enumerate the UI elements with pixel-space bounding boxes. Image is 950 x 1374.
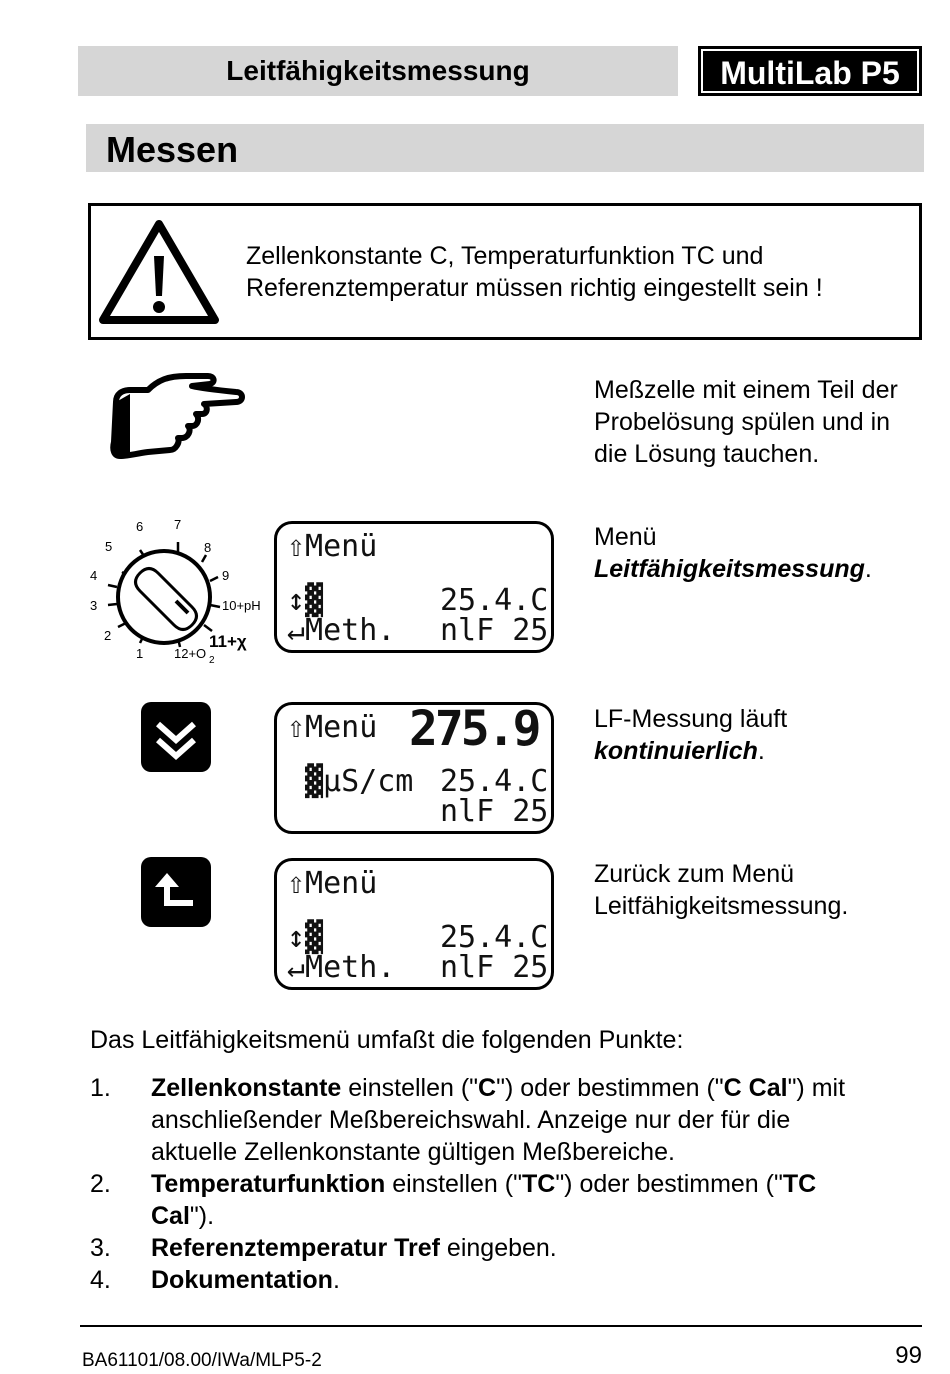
lcd2-row1: ⇧Menü bbox=[287, 710, 378, 745]
list-item-2-bold: Temperaturfunktion bbox=[151, 1170, 386, 1198]
lcd3-row1: ⇧Menü bbox=[287, 866, 378, 901]
step2-line-1: Menü bbox=[594, 523, 657, 551]
footer-divider bbox=[80, 1325, 922, 1327]
dial-label-4: 4 bbox=[90, 568, 98, 583]
dial-label-6: 6 bbox=[136, 519, 144, 534]
step1-line-1: Meßzelle mit einem Teil der bbox=[594, 376, 898, 404]
list-item-1 bbox=[151, 1072, 921, 1168]
list-item-4-bold: Dokumentation bbox=[151, 1266, 333, 1294]
step4-line-2: Leitfähigkeitsmessung. bbox=[594, 892, 849, 920]
list-intro: Das Leitfähigkeitsmenü umfaßt die folgenden Punkte: bbox=[90, 1026, 684, 1054]
brand-label: MultiLab P5 bbox=[698, 46, 922, 96]
step4-text bbox=[594, 858, 934, 922]
page-number: 99 bbox=[895, 1342, 922, 1369]
return-arrow-icon bbox=[141, 857, 211, 927]
pointing-hand-icon bbox=[108, 372, 248, 460]
list-item-2 bbox=[151, 1168, 921, 1232]
run-enter-key-button[interactable] bbox=[141, 702, 211, 772]
lcd1-row1: ⇧Menü bbox=[287, 529, 378, 564]
list-item-2-text-a: einstellen (" bbox=[385, 1170, 522, 1198]
list-item-2-bold-c: TC bbox=[782, 1170, 817, 1198]
step2-emphasis: Leitfähigkeitsmessung bbox=[594, 555, 865, 583]
warning-line-1: Zellenkonstante C, Temperaturfunktion TC und bbox=[246, 242, 764, 270]
lcd-display-menu-return bbox=[274, 858, 554, 990]
chapter-title: Leitfähigkeitsmessung bbox=[78, 46, 678, 96]
lcd3-row2-right: 25.4.C bbox=[440, 920, 549, 955]
list-item-3-bold: Referenztemperatur Tref bbox=[151, 1234, 440, 1262]
dial-label-1: 1 bbox=[136, 646, 144, 661]
lcd1-row2-left: ↕▓ bbox=[287, 583, 324, 618]
step1-line-2: Probelösung spülen und in bbox=[594, 408, 891, 436]
dial-label-9: 9 bbox=[222, 568, 230, 583]
list-item-2-line-2-bold: Cal bbox=[151, 1202, 190, 1230]
lcd-display-measurement bbox=[274, 702, 554, 834]
warning-text bbox=[246, 240, 906, 304]
dial-label-10ph: 10+pH bbox=[222, 598, 261, 613]
list-item-2-text-b: ") oder bestimmen (" bbox=[555, 1170, 783, 1198]
step3-line-1: LF-Messung läuft bbox=[594, 705, 788, 733]
list-item-1-text-c: ") mit bbox=[787, 1074, 846, 1102]
list-item-2-line-2-text: "). bbox=[189, 1202, 215, 1230]
lcd1-row2-right: 25.4.C bbox=[440, 583, 549, 618]
lcd3-row3-left: ↵Meth. bbox=[287, 950, 396, 985]
dial-label-8: 8 bbox=[204, 540, 212, 555]
lcd2-row3-right: nlF 25 bbox=[440, 794, 549, 829]
list-item-4-number: 4. bbox=[90, 1266, 111, 1294]
list-item-1-number: 1. bbox=[90, 1074, 111, 1102]
dial-label-12o-subscript: 2 bbox=[209, 655, 215, 666]
step3-suffix: . bbox=[757, 737, 765, 765]
warning-triangle-icon bbox=[97, 218, 221, 326]
step1-line-3: die Lösung tauchen. bbox=[594, 440, 820, 468]
list-item-1-bold-b: C bbox=[478, 1074, 497, 1102]
list-item-1-text-a: einstellen (" bbox=[341, 1074, 479, 1102]
double-chevron-down-icon bbox=[141, 702, 211, 772]
list-item-1-line-3: aktuelle Zellenkonstante gültigen Meßbereiche. bbox=[151, 1138, 675, 1166]
list-item-3 bbox=[151, 1232, 921, 1264]
list-item-2-number: 2. bbox=[90, 1170, 111, 1198]
lcd-display-menu bbox=[274, 521, 554, 653]
lcd1-row3-left: ↵Meth. bbox=[287, 613, 396, 648]
dial-label-12o: 12+O bbox=[174, 646, 207, 661]
lcd2-measured-value: 275.9 bbox=[409, 701, 539, 757]
lcd3-row2-left: ↕▓ bbox=[287, 920, 324, 955]
list-item-4-text: . bbox=[332, 1266, 340, 1294]
list-item-2-bold-b: TC bbox=[521, 1170, 556, 1198]
list-item-1-bold: Zellenkonstante bbox=[151, 1074, 342, 1102]
lcd2-row2-left: ▓µS/cm bbox=[305, 764, 414, 799]
list-item-1-line-2: anschließender Meßbereichswahl. Anzeige nur der für die bbox=[151, 1106, 791, 1134]
step1-text bbox=[594, 374, 934, 470]
step3-line-2 bbox=[594, 735, 934, 767]
warning-line-2: Referenztemperatur müssen richtig eingestellt sein ! bbox=[246, 274, 823, 302]
step2-suffix: . bbox=[864, 555, 872, 583]
menu-back-key-button[interactable] bbox=[141, 857, 211, 927]
dial-label-11-selected: 11+χ bbox=[209, 632, 247, 651]
document-id: BA61101/08.00/IWa/MLP5-2 bbox=[82, 1350, 322, 1371]
lcd2-row2-right: 25.4.C bbox=[440, 764, 549, 799]
step3-text bbox=[594, 703, 934, 767]
list-item-4 bbox=[151, 1264, 921, 1296]
dial-knob[interactable] bbox=[118, 551, 210, 643]
section-title: Messen bbox=[86, 124, 924, 172]
step2-text bbox=[594, 521, 934, 585]
list-item-3-number: 3. bbox=[90, 1234, 111, 1262]
dial-label-5: 5 bbox=[105, 539, 113, 554]
step2-line-2 bbox=[594, 553, 934, 585]
step4-line-1: Zurück zum Menü bbox=[594, 860, 795, 888]
list-item-1-bold-c: C Cal bbox=[723, 1074, 788, 1102]
step3-emphasis: kontinuierlich bbox=[594, 737, 758, 765]
dial-label-3: 3 bbox=[90, 598, 98, 613]
list-item-1-text-b: ") oder bestimmen (" bbox=[496, 1074, 724, 1102]
rotary-switch-dial[interactable] bbox=[82, 515, 272, 670]
list-item-3-text: eingeben. bbox=[439, 1234, 557, 1262]
dial-label-2: 2 bbox=[104, 628, 112, 643]
dial-label-7: 7 bbox=[174, 517, 182, 532]
lcd3-row3-right: nlF 25 bbox=[440, 950, 549, 985]
lcd1-row3-right: nlF 25 bbox=[440, 613, 549, 648]
